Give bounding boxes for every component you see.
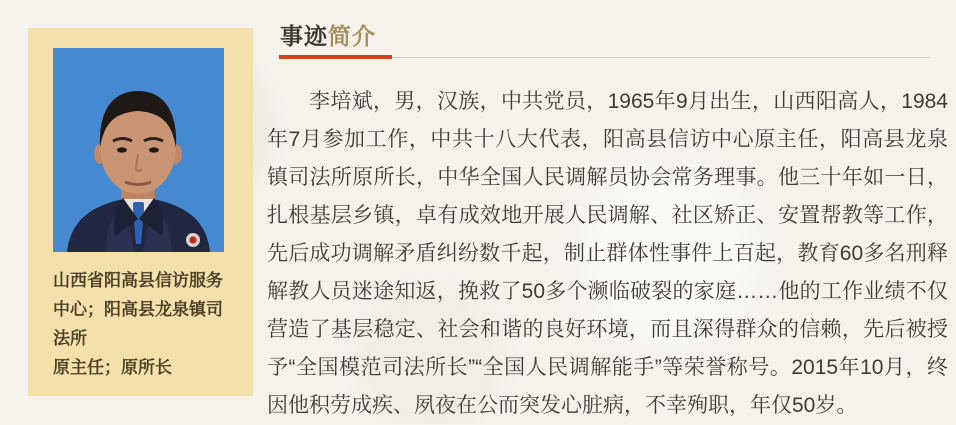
profile-card [28,28,253,396]
profile-organization: 山西省阳高县信访服务中心；阳高县龙泉镇司法所 [53,271,223,348]
portrait-photo-illustration [53,48,224,252]
title-rule [267,55,948,61]
section-title-accent: 简介 [328,23,376,49]
section-title [280,22,948,50]
profile-position: 原主任；原所长 [53,358,172,377]
biography-text: 李培斌，男，汉族，中共党员，1965年9月出生，山西阳高人，1984年7月参加工作，中共十八大代表，阳高县信访中心原主任，阳高县龙泉镇司法所原所长，中华全国人民调解员协会常务理事。他三十年如一日，扎根基层乡镇，卓有成效地开展人民调解、社区矫正、安置帮教等工作，先后成功调解矛盾纠纷数千起，制止群体性事件上百起，教育60多名刑释解教人员迷途知返，挽救了50多个濒临破裂的家庭……他的工作业绩不仅营造了基层稳定、社会和谐的良好环境，而且深得群众的信赖，先后被授予“全国模范司法所长”“全国人民调解能手”等荣誉称号。2015年10月，终因他积劳成疾、夙夜在公而突发心脏病，不幸殉职，年仅50岁。 [267,90,948,417]
section-title-primary: 事迹 [280,23,328,49]
portrait-photo [53,48,224,252]
title-underline-red [279,55,392,59]
profile-caption [53,266,233,382]
title-divider-gray [392,57,930,58]
deeds-section [267,22,948,425]
